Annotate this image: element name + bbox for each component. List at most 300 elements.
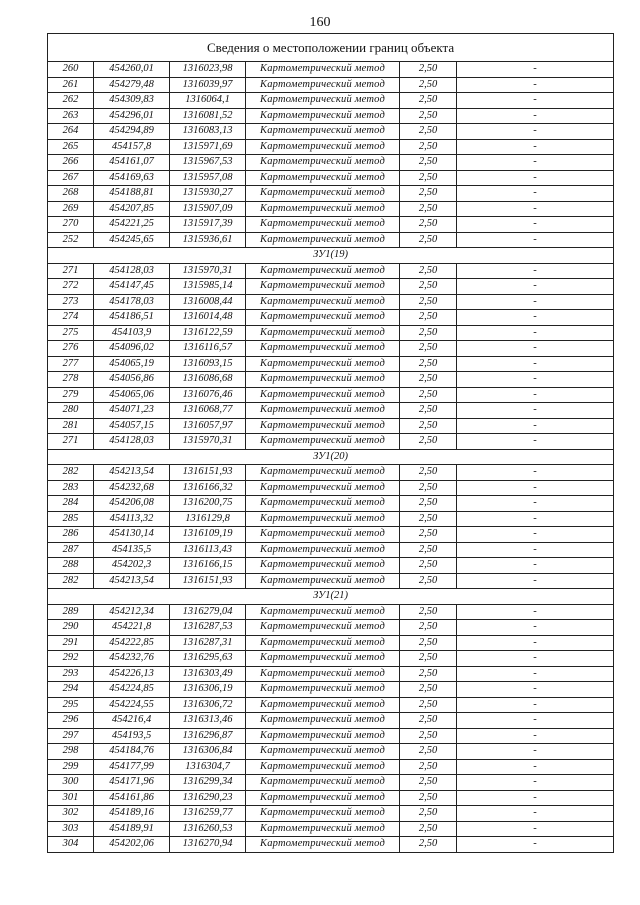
accuracy: 2,50 — [400, 77, 457, 93]
note: - — [457, 821, 614, 837]
y-coordinate: 1316076,46 — [170, 387, 246, 403]
point-number: 261 — [48, 77, 94, 93]
section-row — [48, 449, 614, 465]
accuracy: 2,50 — [400, 139, 457, 155]
y-coordinate: 1316122,59 — [170, 325, 246, 341]
accuracy: 2,50 — [400, 294, 457, 310]
table-row — [48, 139, 614, 155]
note: - — [457, 217, 614, 233]
y-coordinate: 1316279,04 — [170, 604, 246, 620]
table-row — [48, 697, 614, 713]
table-row — [48, 558, 614, 574]
x-coordinate: 454309,83 — [94, 93, 170, 109]
table-row — [48, 511, 614, 527]
y-coordinate: 1316313,46 — [170, 713, 246, 729]
section-row — [48, 248, 614, 264]
table-row — [48, 310, 614, 326]
y-coordinate: 1316295,63 — [170, 651, 246, 667]
point-number: 298 — [48, 744, 94, 760]
accuracy: 2,50 — [400, 325, 457, 341]
method: Картометрический метод — [246, 232, 400, 248]
point-number: 296 — [48, 713, 94, 729]
x-coordinate: 454128,03 — [94, 434, 170, 450]
x-coordinate: 454232,76 — [94, 651, 170, 667]
y-coordinate: 1316039,97 — [170, 77, 246, 93]
x-coordinate: 454213,54 — [94, 573, 170, 589]
x-coordinate: 454224,55 — [94, 697, 170, 713]
accuracy: 2,50 — [400, 387, 457, 403]
method: Картометрический метод — [246, 186, 400, 202]
table-row — [48, 651, 614, 667]
table-row — [48, 744, 614, 760]
point-number: 266 — [48, 155, 94, 171]
method: Картометрический метод — [246, 93, 400, 109]
table-title-row — [48, 34, 614, 62]
accuracy: 2,50 — [400, 511, 457, 527]
point-number: 294 — [48, 682, 94, 698]
point-number: 282 — [48, 465, 94, 481]
method: Картометрический метод — [246, 635, 400, 651]
accuracy: 2,50 — [400, 403, 457, 419]
accuracy: 2,50 — [400, 434, 457, 450]
note: - — [457, 511, 614, 527]
x-coordinate: 454071,23 — [94, 403, 170, 419]
note: - — [457, 108, 614, 124]
table-row — [48, 790, 614, 806]
table-row — [48, 682, 614, 698]
note: - — [457, 775, 614, 791]
note: - — [457, 356, 614, 372]
table-row — [48, 325, 614, 341]
point-number: 289 — [48, 604, 94, 620]
table-row — [48, 620, 614, 636]
table-row — [48, 170, 614, 186]
accuracy: 2,50 — [400, 558, 457, 574]
x-coordinate: 454222,85 — [94, 635, 170, 651]
method: Картометрический метод — [246, 651, 400, 667]
note: - — [457, 635, 614, 651]
note: - — [457, 682, 614, 698]
accuracy: 2,50 — [400, 480, 457, 496]
point-number: 288 — [48, 558, 94, 574]
table-row — [48, 93, 614, 109]
note: - — [457, 542, 614, 558]
x-coordinate: 454224,85 — [94, 682, 170, 698]
point-number: 272 — [48, 279, 94, 295]
x-coordinate: 454212,34 — [94, 604, 170, 620]
x-coordinate: 454189,91 — [94, 821, 170, 837]
point-number: 275 — [48, 325, 94, 341]
section-label: ЗУ1(19) — [48, 248, 614, 264]
note: - — [457, 697, 614, 713]
x-coordinate: 454294,89 — [94, 124, 170, 140]
note: - — [457, 139, 614, 155]
point-number: 267 — [48, 170, 94, 186]
note: - — [457, 759, 614, 775]
y-coordinate: 1316287,53 — [170, 620, 246, 636]
table-row — [48, 666, 614, 682]
table-row — [48, 527, 614, 543]
x-coordinate: 454193,5 — [94, 728, 170, 744]
accuracy: 2,50 — [400, 465, 457, 481]
table-row — [48, 806, 614, 822]
method: Картометрический метод — [246, 542, 400, 558]
x-coordinate: 454279,48 — [94, 77, 170, 93]
y-coordinate: 1316166,32 — [170, 480, 246, 496]
table-row — [48, 713, 614, 729]
accuracy: 2,50 — [400, 775, 457, 791]
method: Картометрический метод — [246, 620, 400, 636]
method: Картометрический метод — [246, 201, 400, 217]
x-coordinate: 454128,03 — [94, 263, 170, 279]
point-number: 297 — [48, 728, 94, 744]
accuracy: 2,50 — [400, 217, 457, 233]
section-row — [48, 589, 614, 605]
y-coordinate: 1315936,61 — [170, 232, 246, 248]
y-coordinate: 1316166,15 — [170, 558, 246, 574]
accuracy: 2,50 — [400, 759, 457, 775]
accuracy: 2,50 — [400, 542, 457, 558]
note: - — [457, 341, 614, 357]
note: - — [457, 325, 614, 341]
x-coordinate: 454171,96 — [94, 775, 170, 791]
table-row — [48, 403, 614, 419]
y-coordinate: 1315985,14 — [170, 279, 246, 295]
accuracy: 2,50 — [400, 62, 457, 78]
table-row — [48, 837, 614, 853]
x-coordinate: 454065,19 — [94, 356, 170, 372]
y-coordinate: 1316306,84 — [170, 744, 246, 760]
note: - — [457, 604, 614, 620]
note: - — [457, 186, 614, 202]
method: Картометрический метод — [246, 310, 400, 326]
accuracy: 2,50 — [400, 263, 457, 279]
point-number: 264 — [48, 124, 94, 140]
method: Картометрический метод — [246, 124, 400, 140]
method: Картометрический метод — [246, 418, 400, 434]
method: Картометрический метод — [246, 806, 400, 822]
method: Картометрический метод — [246, 341, 400, 357]
method: Картометрический метод — [246, 108, 400, 124]
note: - — [457, 93, 614, 109]
note: - — [457, 62, 614, 78]
method: Картометрический метод — [246, 744, 400, 760]
note: - — [457, 558, 614, 574]
point-number: 252 — [48, 232, 94, 248]
x-coordinate: 454260,01 — [94, 62, 170, 78]
method: Картометрический метод — [246, 279, 400, 295]
x-coordinate: 454157,8 — [94, 139, 170, 155]
note: - — [457, 573, 614, 589]
x-coordinate: 454113,32 — [94, 511, 170, 527]
y-coordinate: 1315930,27 — [170, 186, 246, 202]
method: Картометрический метод — [246, 775, 400, 791]
accuracy: 2,50 — [400, 697, 457, 713]
method: Картометрический метод — [246, 155, 400, 171]
y-coordinate: 1316151,93 — [170, 573, 246, 589]
note: - — [457, 806, 614, 822]
table-row — [48, 465, 614, 481]
note: - — [457, 232, 614, 248]
accuracy: 2,50 — [400, 372, 457, 388]
accuracy: 2,50 — [400, 728, 457, 744]
section-label: ЗУ1(20) — [48, 449, 614, 465]
accuracy: 2,50 — [400, 713, 457, 729]
method: Картометрический метод — [246, 139, 400, 155]
note: - — [457, 465, 614, 481]
x-coordinate: 454186,51 — [94, 310, 170, 326]
method: Картометрический метод — [246, 790, 400, 806]
point-number: 260 — [48, 62, 94, 78]
point-number: 284 — [48, 496, 94, 512]
accuracy: 2,50 — [400, 790, 457, 806]
note: - — [457, 651, 614, 667]
y-coordinate: 1316057,97 — [170, 418, 246, 434]
point-number: 299 — [48, 759, 94, 775]
note: - — [457, 666, 614, 682]
note: - — [457, 728, 614, 744]
boundary-table — [47, 33, 614, 853]
x-coordinate: 454184,76 — [94, 744, 170, 760]
method: Картометрический метод — [246, 821, 400, 837]
note: - — [457, 387, 614, 403]
y-coordinate: 1316270,94 — [170, 837, 246, 853]
method: Картометрический метод — [246, 558, 400, 574]
note: - — [457, 77, 614, 93]
table-row — [48, 775, 614, 791]
table-row — [48, 635, 614, 651]
accuracy: 2,50 — [400, 604, 457, 620]
note: - — [457, 837, 614, 853]
y-coordinate: 1316023,98 — [170, 62, 246, 78]
y-coordinate: 1316008,44 — [170, 294, 246, 310]
method: Картометрический метод — [246, 480, 400, 496]
note: - — [457, 201, 614, 217]
note: - — [457, 744, 614, 760]
method: Картометрический метод — [246, 263, 400, 279]
accuracy: 2,50 — [400, 93, 457, 109]
point-number: 278 — [48, 372, 94, 388]
table-row — [48, 387, 614, 403]
y-coordinate: 1316081,52 — [170, 108, 246, 124]
method: Картометрический метод — [246, 403, 400, 419]
point-number: 286 — [48, 527, 94, 543]
accuracy: 2,50 — [400, 620, 457, 636]
method: Картометрический метод — [246, 837, 400, 853]
y-coordinate: 1315957,08 — [170, 170, 246, 186]
table-row — [48, 232, 614, 248]
note: - — [457, 713, 614, 729]
note: - — [457, 620, 614, 636]
x-coordinate: 454161,07 — [94, 155, 170, 171]
point-number: 301 — [48, 790, 94, 806]
x-coordinate: 454213,54 — [94, 465, 170, 481]
x-coordinate: 454221,8 — [94, 620, 170, 636]
y-coordinate: 1316129,8 — [170, 511, 246, 527]
point-number: 292 — [48, 651, 94, 667]
x-coordinate: 454096,02 — [94, 341, 170, 357]
x-coordinate: 454188,81 — [94, 186, 170, 202]
method: Картометрический метод — [246, 666, 400, 682]
accuracy: 2,50 — [400, 232, 457, 248]
table-row — [48, 341, 614, 357]
note: - — [457, 279, 614, 295]
point-number: 295 — [48, 697, 94, 713]
table-row — [48, 418, 614, 434]
point-number: 279 — [48, 387, 94, 403]
y-coordinate: 1315917,39 — [170, 217, 246, 233]
x-coordinate: 454202,06 — [94, 837, 170, 853]
accuracy: 2,50 — [400, 310, 457, 326]
accuracy: 2,50 — [400, 341, 457, 357]
y-coordinate: 1316151,93 — [170, 465, 246, 481]
table-row — [48, 356, 614, 372]
y-coordinate: 1316296,87 — [170, 728, 246, 744]
note: - — [457, 527, 614, 543]
table-row — [48, 372, 614, 388]
accuracy: 2,50 — [400, 744, 457, 760]
method: Картометрический метод — [246, 465, 400, 481]
accuracy: 2,50 — [400, 356, 457, 372]
y-coordinate: 1316304,7 — [170, 759, 246, 775]
note: - — [457, 480, 614, 496]
x-coordinate: 454057,15 — [94, 418, 170, 434]
table-row — [48, 186, 614, 202]
accuracy: 2,50 — [400, 186, 457, 202]
y-coordinate: 1316290,23 — [170, 790, 246, 806]
point-number: 268 — [48, 186, 94, 202]
point-number: 277 — [48, 356, 94, 372]
x-coordinate: 454065,06 — [94, 387, 170, 403]
note: - — [457, 310, 614, 326]
point-number: 285 — [48, 511, 94, 527]
table-row — [48, 759, 614, 775]
y-coordinate: 1316083,13 — [170, 124, 246, 140]
table-row — [48, 728, 614, 744]
point-number: 271 — [48, 263, 94, 279]
method: Картометрический метод — [246, 527, 400, 543]
y-coordinate: 1316086,68 — [170, 372, 246, 388]
method: Картометрический метод — [246, 77, 400, 93]
y-coordinate: 1316306,19 — [170, 682, 246, 698]
accuracy: 2,50 — [400, 496, 457, 512]
page-number: 160 — [309, 15, 331, 30]
note: - — [457, 294, 614, 310]
x-coordinate: 454135,5 — [94, 542, 170, 558]
accuracy: 2,50 — [400, 201, 457, 217]
section-label: ЗУ1(21) — [48, 589, 614, 605]
note: - — [457, 496, 614, 512]
x-coordinate: 454245,65 — [94, 232, 170, 248]
accuracy: 2,50 — [400, 651, 457, 667]
point-number: 270 — [48, 217, 94, 233]
x-coordinate: 454221,25 — [94, 217, 170, 233]
y-coordinate: 1315907,09 — [170, 201, 246, 217]
point-number: 291 — [48, 635, 94, 651]
method: Картометрический метод — [246, 325, 400, 341]
note: - — [457, 155, 614, 171]
method: Картометрический метод — [246, 372, 400, 388]
y-coordinate: 1316200,75 — [170, 496, 246, 512]
method: Картометрический метод — [246, 511, 400, 527]
method: Картометрический метод — [246, 170, 400, 186]
note: - — [457, 263, 614, 279]
accuracy: 2,50 — [400, 527, 457, 543]
y-coordinate: 1315971,69 — [170, 139, 246, 155]
table-row — [48, 108, 614, 124]
accuracy: 2,50 — [400, 682, 457, 698]
table-row — [48, 496, 614, 512]
accuracy: 2,50 — [400, 279, 457, 295]
x-coordinate: 454147,45 — [94, 279, 170, 295]
table-title: Сведения о местоположении границ объекта — [48, 34, 614, 62]
point-number: 287 — [48, 542, 94, 558]
x-coordinate: 454232,68 — [94, 480, 170, 496]
y-coordinate: 1316299,34 — [170, 775, 246, 791]
method: Картометрический метод — [246, 682, 400, 698]
method: Картометрический метод — [246, 573, 400, 589]
note: - — [457, 124, 614, 140]
note: - — [457, 403, 614, 419]
y-coordinate: 1316064,1 — [170, 93, 246, 109]
x-coordinate: 454202,3 — [94, 558, 170, 574]
method: Картометрический метод — [246, 713, 400, 729]
method: Картометрический метод — [246, 62, 400, 78]
table-row — [48, 821, 614, 837]
note: - — [457, 418, 614, 434]
accuracy: 2,50 — [400, 635, 457, 651]
table-row — [48, 604, 614, 620]
point-number: 283 — [48, 480, 94, 496]
y-coordinate: 1315970,31 — [170, 434, 246, 450]
y-coordinate: 1316113,43 — [170, 542, 246, 558]
table-row — [48, 77, 614, 93]
accuracy: 2,50 — [400, 418, 457, 434]
point-number: 280 — [48, 403, 94, 419]
accuracy: 2,50 — [400, 124, 457, 140]
point-number: 271 — [48, 434, 94, 450]
y-coordinate: 1316259,77 — [170, 806, 246, 822]
point-number: 300 — [48, 775, 94, 791]
y-coordinate: 1316116,57 — [170, 341, 246, 357]
table-row — [48, 201, 614, 217]
point-number: 262 — [48, 93, 94, 109]
accuracy: 2,50 — [400, 108, 457, 124]
x-coordinate: 454189,16 — [94, 806, 170, 822]
x-coordinate: 454103,9 — [94, 325, 170, 341]
point-number: 263 — [48, 108, 94, 124]
y-coordinate: 1315970,31 — [170, 263, 246, 279]
table-row — [48, 480, 614, 496]
x-coordinate: 454056,86 — [94, 372, 170, 388]
method: Картометрический метод — [246, 604, 400, 620]
table-row — [48, 217, 614, 233]
accuracy: 2,50 — [400, 666, 457, 682]
table-row — [48, 155, 614, 171]
point-number: 282 — [48, 573, 94, 589]
x-coordinate: 454130,14 — [94, 527, 170, 543]
y-coordinate: 1316068,77 — [170, 403, 246, 419]
table-row — [48, 542, 614, 558]
x-coordinate: 454226,13 — [94, 666, 170, 682]
point-number: 290 — [48, 620, 94, 636]
x-coordinate: 454178,03 — [94, 294, 170, 310]
table-row — [48, 62, 614, 78]
point-number: 274 — [48, 310, 94, 326]
y-coordinate: 1316093,15 — [170, 356, 246, 372]
accuracy: 2,50 — [400, 155, 457, 171]
point-number: 276 — [48, 341, 94, 357]
